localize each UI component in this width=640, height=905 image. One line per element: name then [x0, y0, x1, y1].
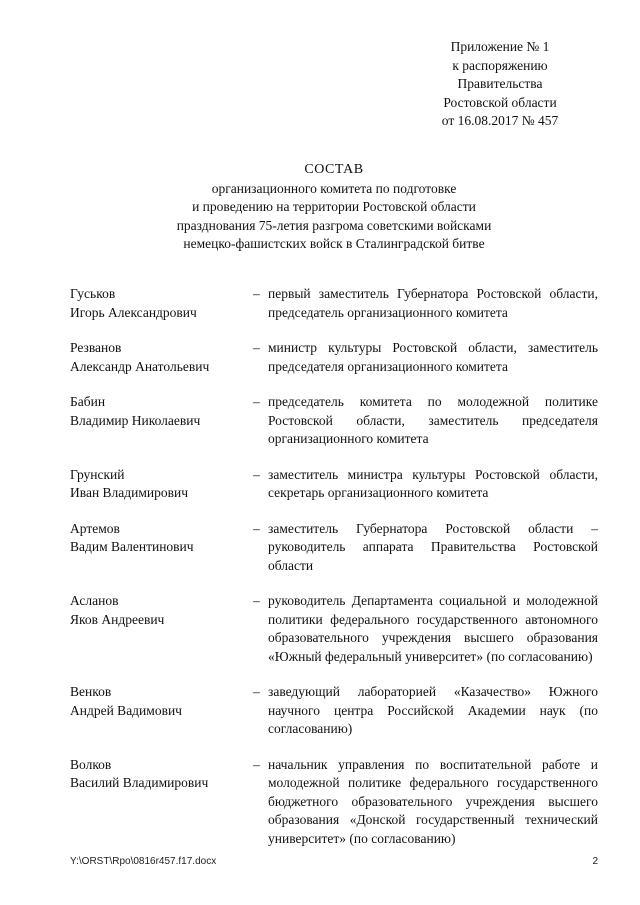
member-dash: –	[253, 394, 260, 409]
title-heading: СОСТАВ	[304, 162, 364, 177]
member-name	[70, 339, 253, 376]
member-surname: Бабин	[70, 394, 106, 409]
member-surname: Грунский	[70, 466, 125, 482]
page-footer	[70, 856, 598, 867]
member-role: министр культуры Ростовской области, заместитель председателя организационного комитета	[268, 340, 598, 374]
member-given-names: Василий Владимирович	[70, 775, 209, 790]
appendix-line: от 16.08.2017 № 457	[441, 113, 559, 128]
title-line: празднования 75-летия разгрома советскими войсками	[176, 217, 492, 233]
page-number: 2	[592, 856, 598, 867]
document-title	[70, 161, 598, 254]
member-name	[70, 466, 253, 503]
member-given-names: Игорь Александрович	[70, 304, 197, 320]
member-given-names: Яков Андреевич	[70, 611, 165, 627]
title-line: немецко-фашистских войск в Сталинградской битве	[183, 236, 485, 251]
appendix-line: Приложение № 1	[450, 39, 550, 54]
member-entry	[70, 393, 598, 449]
appendix-line: Правительства	[457, 76, 543, 91]
member-entry	[70, 466, 598, 503]
member-entry	[70, 339, 598, 376]
member-dash: –	[253, 520, 260, 536]
member-given-names: Владимир Николаевич	[70, 412, 201, 428]
member-name	[70, 592, 253, 666]
member-name	[70, 683, 253, 739]
member-role: первый заместитель Губернатора Ростовской области, председатель организационного комитета	[268, 286, 598, 320]
appendix-block	[420, 38, 580, 131]
member-name	[70, 285, 253, 322]
member-dash: –	[253, 466, 260, 482]
member-surname: Венков	[70, 684, 112, 699]
member-surname: Артемов	[70, 520, 120, 536]
member-name	[70, 393, 253, 449]
member-name	[70, 756, 253, 849]
member-dash: –	[253, 684, 260, 699]
appendix-line: к распоряжению	[452, 57, 548, 73]
member-surname: Асланов	[70, 593, 119, 608]
member-given-names: Иван Владимирович	[70, 485, 189, 500]
member-entry	[70, 285, 598, 322]
member-entry	[70, 683, 598, 739]
member-role: председатель комитета по молодежной политике Ростовской области, заместитель председателя организационного комитета	[268, 394, 598, 446]
member-surname: Волков	[70, 756, 112, 772]
member-dash: –	[253, 593, 260, 608]
member-role: заведующий лабораторией «Казачество» Южного научного центра Российской Академии наук (по согласованию)	[268, 684, 598, 736]
member-entry	[70, 592, 598, 666]
member-given-names: Александр Анатольевич	[70, 358, 210, 374]
member-surname: Резванов	[70, 340, 122, 355]
appendix-line: Ростовской области	[443, 94, 557, 110]
member-dash: –	[253, 340, 260, 355]
member-role: руководитель Департамента социальной и молодежной политики федерального государственного автономного образовательного учреждения высшего образования «Южный федеральный университет» (по согласованию)	[268, 593, 598, 664]
member-entry	[70, 520, 598, 576]
member-role: заместитель Губернатора Ростовской области – руководитель аппарата Правительства Ростовской области	[268, 520, 598, 573]
member-surname: Гуськов	[70, 286, 116, 301]
title-line: организационного комитета по подготовке	[211, 180, 457, 196]
member-name	[70, 520, 253, 576]
member-given-names: Вадим Валентинович	[70, 539, 194, 554]
member-dash: –	[253, 286, 260, 301]
member-dash: –	[253, 756, 260, 772]
file-path: Y:\ORST\Rpo\0816r457.f17.docx	[70, 856, 217, 867]
member-entry	[70, 756, 598, 849]
member-given-names: Андрей Вадимович	[70, 702, 182, 718]
committee-members-list	[70, 285, 598, 848]
member-role: начальник управления по воспитательной работе и молодежной политике федерального государственного бюджетного образовательного учреждения высшего образования «Донской государственный технический университет» (по согласованию)	[268, 756, 598, 846]
title-line: и проведению на территории Ростовской области	[192, 199, 476, 214]
member-role: заместитель министра культуры Ростовской области, секретарь организационного комитета	[268, 466, 598, 500]
